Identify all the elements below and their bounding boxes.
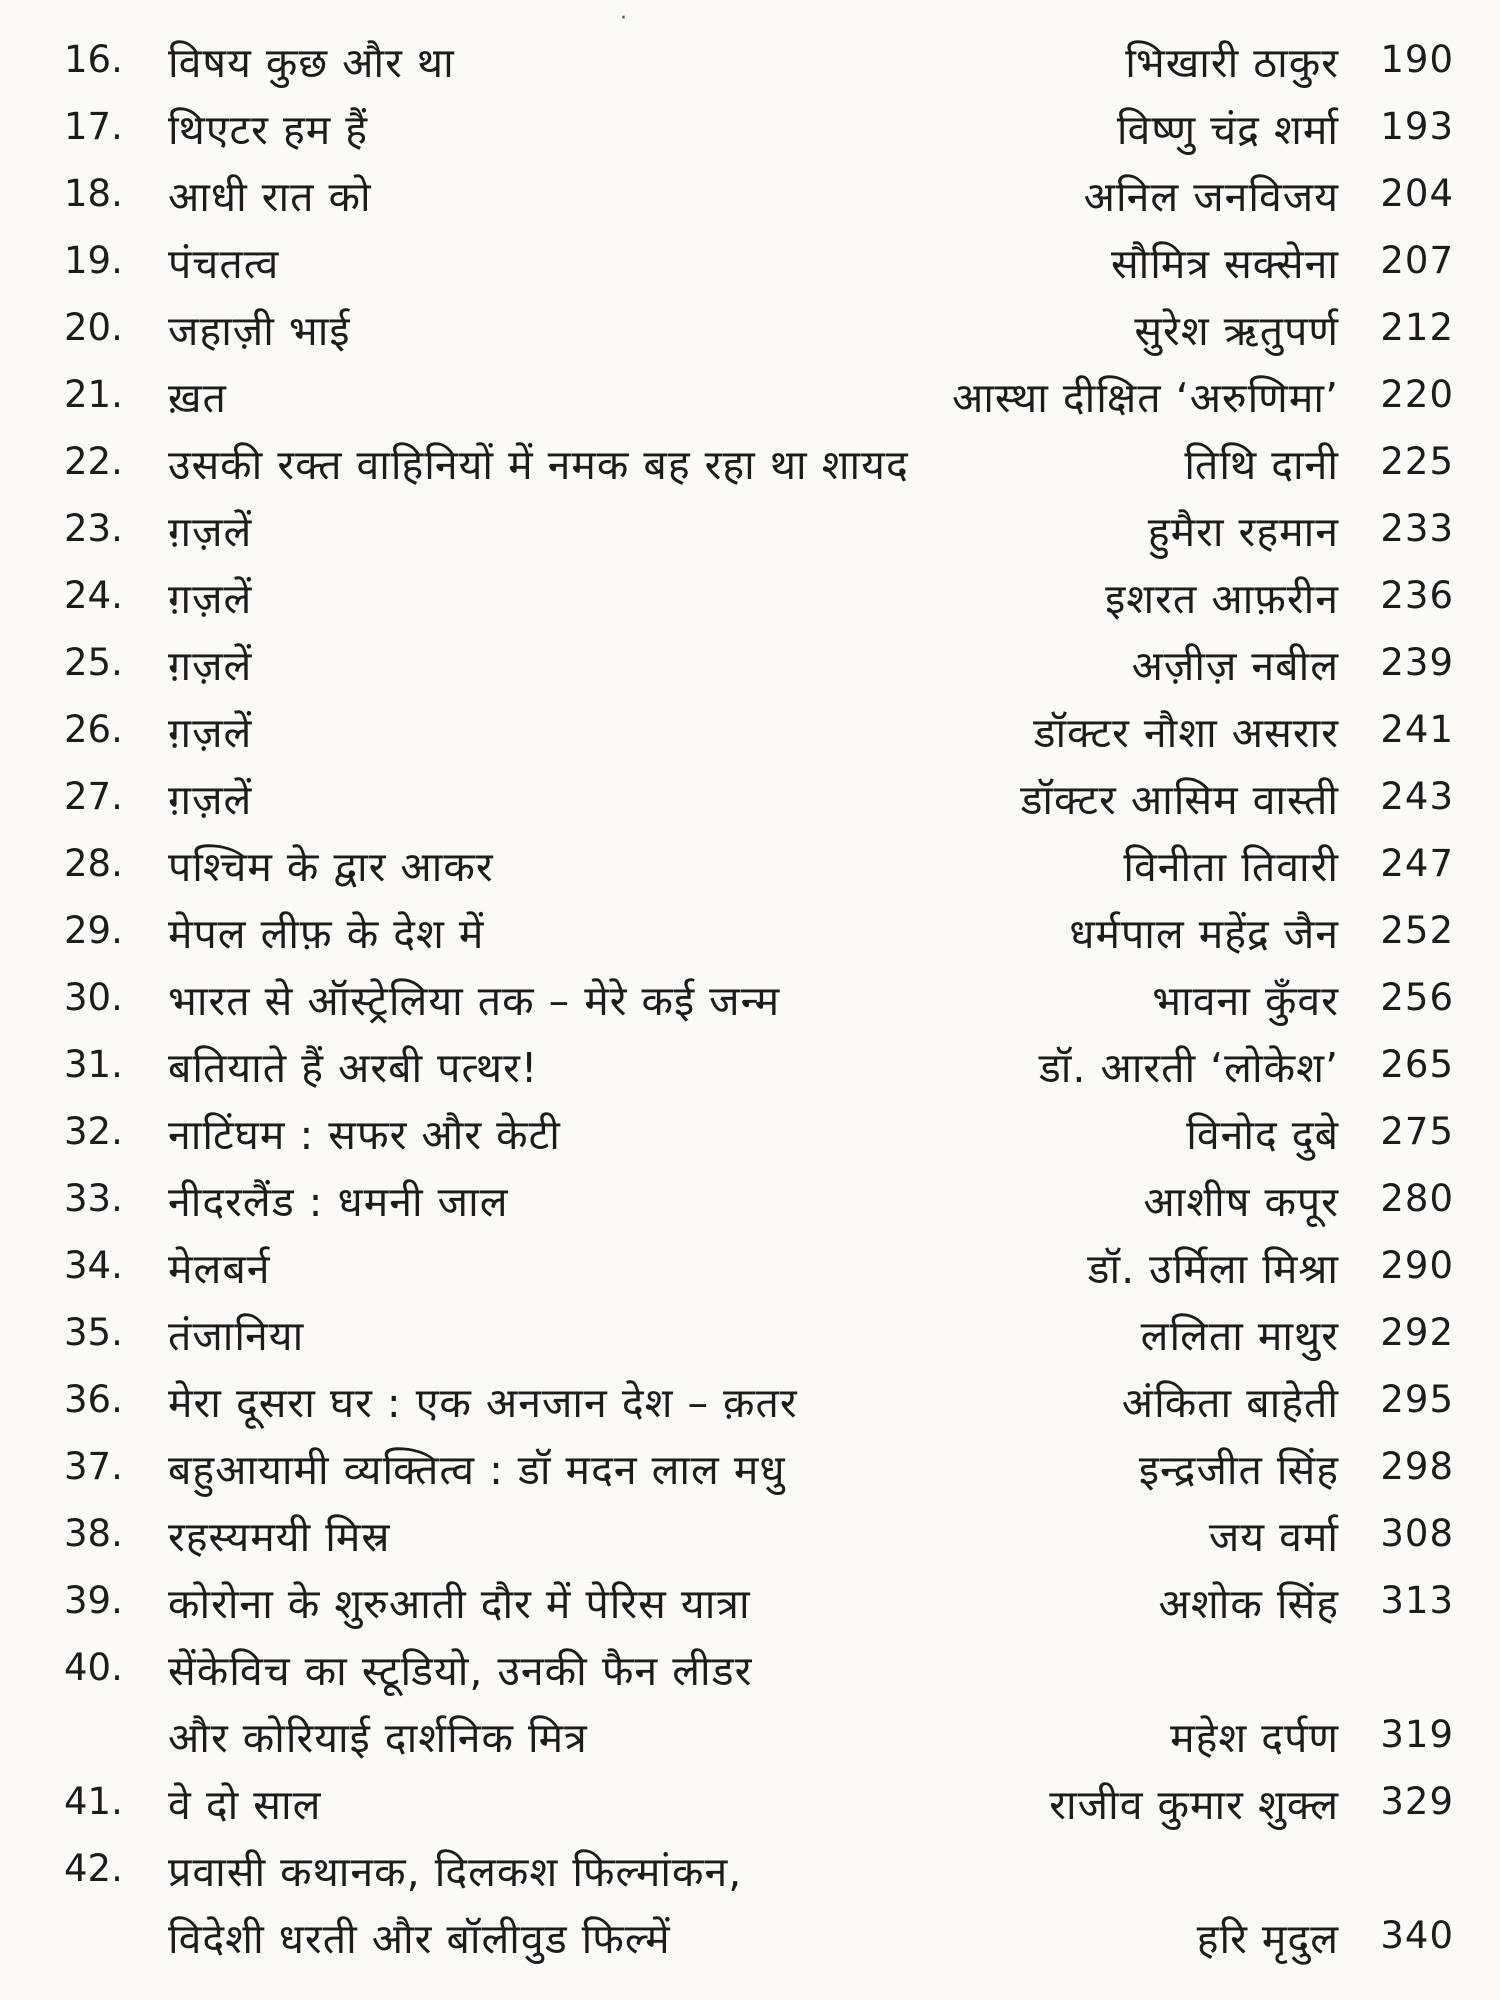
entry-page-number: 298 — [1380, 1445, 1454, 1488]
entry-title: वे दो साल — [168, 1781, 322, 1829]
toc-entry-line — [64, 1098, 1454, 1165]
toc-entry-line — [64, 1299, 1454, 1366]
toc-entry — [64, 897, 1454, 964]
entry-page-number: 313 — [1380, 1579, 1454, 1622]
entry-number: 30. — [64, 976, 123, 1019]
entry-page-number: 233 — [1380, 507, 1454, 550]
entry-author: इन्द्रजीत सिंह — [1138, 1446, 1339, 1494]
toc-entry-line — [64, 160, 1454, 227]
toc-entry — [64, 964, 1454, 1031]
toc-entry-line — [64, 93, 1454, 160]
entry-page-number: 236 — [1380, 574, 1454, 617]
entry-author: अनिल जनविजय — [1083, 173, 1339, 221]
toc-entry — [64, 1433, 1454, 1500]
entry-page-number: 319 — [1380, 1713, 1454, 1756]
entry-author: राजीव कुमार शुक्ल — [1049, 1781, 1339, 1829]
entry-author: हुमैरा रहमान — [1147, 508, 1339, 556]
entry-number: 37. — [64, 1445, 123, 1488]
entry-title: नीदरलैंड : धमनी जाल — [168, 1178, 509, 1226]
entry-author: सौमित्र सक्सेना — [1110, 240, 1339, 288]
toc-entry — [64, 361, 1454, 428]
entry-author: विनीता तिवारी — [1123, 843, 1339, 891]
entry-page-number: 280 — [1380, 1177, 1454, 1220]
toc-entry-line — [64, 428, 1454, 495]
entry-title: तंजानिया — [168, 1312, 305, 1360]
entry-page-number: 193 — [1380, 105, 1454, 148]
entry-number: 18. — [64, 172, 123, 215]
entry-page-number: 308 — [1380, 1512, 1454, 1555]
entry-title: पंचतत्व — [168, 240, 280, 288]
toc-entry-line — [64, 1768, 1454, 1835]
toc-entry — [64, 1634, 1454, 1768]
top-mark: · — [620, 6, 627, 31]
entry-number: 27. — [64, 775, 123, 818]
entry-number: 38. — [64, 1512, 123, 1555]
toc-entry-line — [64, 1567, 1454, 1634]
toc-entry — [64, 1299, 1454, 1366]
entry-title: विदेशी धरती और बॉलीवुड फिल्में — [168, 1915, 671, 1963]
entry-title: ग़ज़लें — [168, 776, 253, 824]
entry-title: भारत से ऑस्ट्रेलिया तक – मेरे कई जन्म — [168, 977, 781, 1025]
entry-author: हरि मृदुल — [1196, 1915, 1339, 1963]
entry-author: भावना कुँवर — [1152, 977, 1339, 1025]
toc-entry — [64, 830, 1454, 897]
entry-title: जहाज़ी भाई — [168, 307, 351, 355]
entry-number: 24. — [64, 574, 123, 617]
entry-title: ग़ज़लें — [168, 642, 253, 690]
entry-page-number: 241 — [1380, 708, 1454, 751]
entry-number: 32. — [64, 1110, 123, 1153]
entry-number: 16. — [64, 38, 123, 81]
entry-number: 21. — [64, 373, 123, 416]
entry-number: 31. — [64, 1043, 123, 1086]
entry-author: ललिता माथुर — [1140, 1312, 1339, 1360]
entry-author: डॉ. आरती ‘लोकेश’ — [1038, 1044, 1339, 1092]
entry-title: मेरा दूसरा घर : एक अनजान देश – क़तर — [168, 1379, 798, 1427]
toc-entry-line — [64, 1366, 1454, 1433]
toc-entry — [64, 763, 1454, 830]
entry-author: जय वर्मा — [1208, 1513, 1339, 1561]
entry-title: पश्चिम के द्वार आकर — [168, 843, 494, 891]
toc-entry — [64, 160, 1454, 227]
toc-entry-line — [64, 696, 1454, 763]
entry-author: महेश दर्पण — [1170, 1714, 1339, 1762]
toc-entry-line — [64, 964, 1454, 1031]
entry-page-number: 292 — [1380, 1311, 1454, 1354]
entry-author: धर्मपाल महेंद्र जैन — [1069, 910, 1339, 958]
entry-page-number: 220 — [1380, 373, 1454, 416]
toc-entry-line — [64, 294, 1454, 361]
entry-author: डॉक्टर नौशा असरार — [1033, 709, 1339, 757]
entry-author: आस्था दीक्षित ‘अरुणिमा’ — [952, 374, 1339, 422]
toc-entry-line — [64, 763, 1454, 830]
toc-entry-line — [64, 1701, 1454, 1768]
entry-title: मेलबर्न — [168, 1245, 271, 1293]
entry-number: 17. — [64, 105, 123, 148]
toc-entry — [64, 26, 1454, 93]
entry-page-number: 295 — [1380, 1378, 1454, 1421]
toc-entry — [64, 629, 1454, 696]
entry-number: 29. — [64, 909, 123, 952]
toc-entry — [64, 1031, 1454, 1098]
toc-entry — [64, 1232, 1454, 1299]
toc-entry-line — [64, 1232, 1454, 1299]
entry-number: 40. — [64, 1646, 123, 1689]
entry-author: अंकिता बाहेती — [1121, 1379, 1339, 1427]
toc-entry-line — [64, 361, 1454, 428]
entry-title: थिएटर हम हैं — [168, 106, 369, 154]
entry-title: बहुआयामी व्यक्तित्व : डॉ मदन लाल मधु — [168, 1446, 786, 1494]
entry-title: प्रवासी कथानक, दिलकश फिल्मांकन, — [168, 1848, 743, 1896]
entry-title: आधी रात को — [168, 173, 372, 221]
entry-page-number: 190 — [1380, 38, 1454, 81]
entry-page-number: 225 — [1380, 440, 1454, 483]
entry-number: 23. — [64, 507, 123, 550]
entry-number: 26. — [64, 708, 123, 751]
toc-entry — [64, 1567, 1454, 1634]
toc-entry — [64, 1165, 1454, 1232]
entry-number: 19. — [64, 239, 123, 282]
entry-page-number: 243 — [1380, 775, 1454, 818]
entry-author: विनोद दुबे — [1186, 1111, 1339, 1159]
toc-entry-line — [64, 1433, 1454, 1500]
toc-entry — [64, 294, 1454, 361]
toc-entry — [64, 93, 1454, 160]
entry-author: डॉक्टर आसिम वास्ती — [1020, 776, 1339, 824]
toc-entry-line — [64, 495, 1454, 562]
entry-number: 20. — [64, 306, 123, 349]
toc-entry-line — [64, 1031, 1454, 1098]
entry-number: 36. — [64, 1378, 123, 1421]
toc-entry — [64, 428, 1454, 495]
entry-page-number: 340 — [1380, 1914, 1454, 1957]
entry-title: मेपल लीफ़ के देश में — [168, 910, 485, 958]
toc-entry-line — [64, 897, 1454, 964]
entry-page-number: 239 — [1380, 641, 1454, 684]
toc-entry — [64, 495, 1454, 562]
entry-author: भिखारी ठाकुर — [1125, 39, 1339, 87]
entry-author: तिथि दानी — [1184, 441, 1339, 489]
entry-number: 22. — [64, 440, 123, 483]
entry-author: विष्णु चंद्र शर्मा — [1116, 106, 1339, 154]
entry-title: बतियाते हैं अरबी पत्थर! — [168, 1044, 539, 1092]
toc-entry-line — [64, 830, 1454, 897]
entry-number: 41. — [64, 1780, 123, 1823]
toc-entry-line — [64, 227, 1454, 294]
toc-entry — [64, 562, 1454, 629]
toc-entry-line — [64, 1835, 1454, 1902]
entry-page-number: 204 — [1380, 172, 1454, 215]
entry-number: 42. — [64, 1847, 123, 1890]
toc-entry-line — [64, 1165, 1454, 1232]
entry-page-number: 256 — [1380, 976, 1454, 1019]
entry-author: इशरत आफ़रीन — [1105, 575, 1339, 623]
toc-entry-line — [64, 1634, 1454, 1701]
toc-entry — [64, 227, 1454, 294]
entry-number: 39. — [64, 1579, 123, 1622]
entry-author: डॉ. उर्मिला मिश्रा — [1087, 1245, 1339, 1293]
toc-entry-line — [64, 562, 1454, 629]
entry-title: ग़ज़लें — [168, 508, 253, 556]
entry-page-number: 247 — [1380, 842, 1454, 885]
entry-title: ख़त — [168, 374, 227, 422]
toc-entry-line — [64, 26, 1454, 93]
toc-entry — [64, 1768, 1454, 1835]
entry-page-number: 212 — [1380, 306, 1454, 349]
toc-entry — [64, 1366, 1454, 1433]
entry-title: और कोरियाई दार्शनिक मित्र — [168, 1714, 588, 1762]
table-of-contents — [64, 26, 1454, 1969]
entry-number: 28. — [64, 842, 123, 885]
entry-number: 34. — [64, 1244, 123, 1287]
entry-title: ग़ज़लें — [168, 575, 253, 623]
toc-entry — [64, 1835, 1454, 1969]
entry-page-number: 265 — [1380, 1043, 1454, 1086]
toc-entry-line — [64, 1500, 1454, 1567]
entry-title: विषय कुछ और था — [168, 39, 455, 87]
entry-page-number: 275 — [1380, 1110, 1454, 1153]
toc-entry — [64, 696, 1454, 763]
entry-page-number: 252 — [1380, 909, 1454, 952]
entry-page-number: 329 — [1380, 1780, 1454, 1823]
entry-number: 35. — [64, 1311, 123, 1354]
entry-title: सेंकेविच का स्टूडियो, उनकी फैन लीडर — [168, 1647, 753, 1695]
entry-title: कोरोना के शुरुआती दौर में पेरिस यात्रा — [168, 1580, 751, 1628]
toc-entry — [64, 1098, 1454, 1165]
toc-entry — [64, 1500, 1454, 1567]
entry-author: अज़ीज़ नबील — [1131, 642, 1339, 690]
entry-title: ग़ज़लें — [168, 709, 253, 757]
entry-number: 33. — [64, 1177, 123, 1220]
entry-author: अशोक सिंह — [1158, 1580, 1339, 1628]
entry-author: सुरेश ऋतुपर्ण — [1134, 307, 1339, 355]
toc-entry-line — [64, 629, 1454, 696]
entry-author: आशीष कपूर — [1143, 1178, 1339, 1226]
entry-page-number: 290 — [1380, 1244, 1454, 1287]
entry-title: नाटिंघम : सफर और केटी — [168, 1111, 561, 1159]
entry-number: 25. — [64, 641, 123, 684]
entry-title: उसकी रक्त वाहिनियों में नमक बह रहा था शायद — [168, 441, 909, 489]
entry-title: रहस्यमयी मिस्र — [168, 1513, 391, 1561]
entry-page-number: 207 — [1380, 239, 1454, 282]
toc-entry-line — [64, 1902, 1454, 1969]
